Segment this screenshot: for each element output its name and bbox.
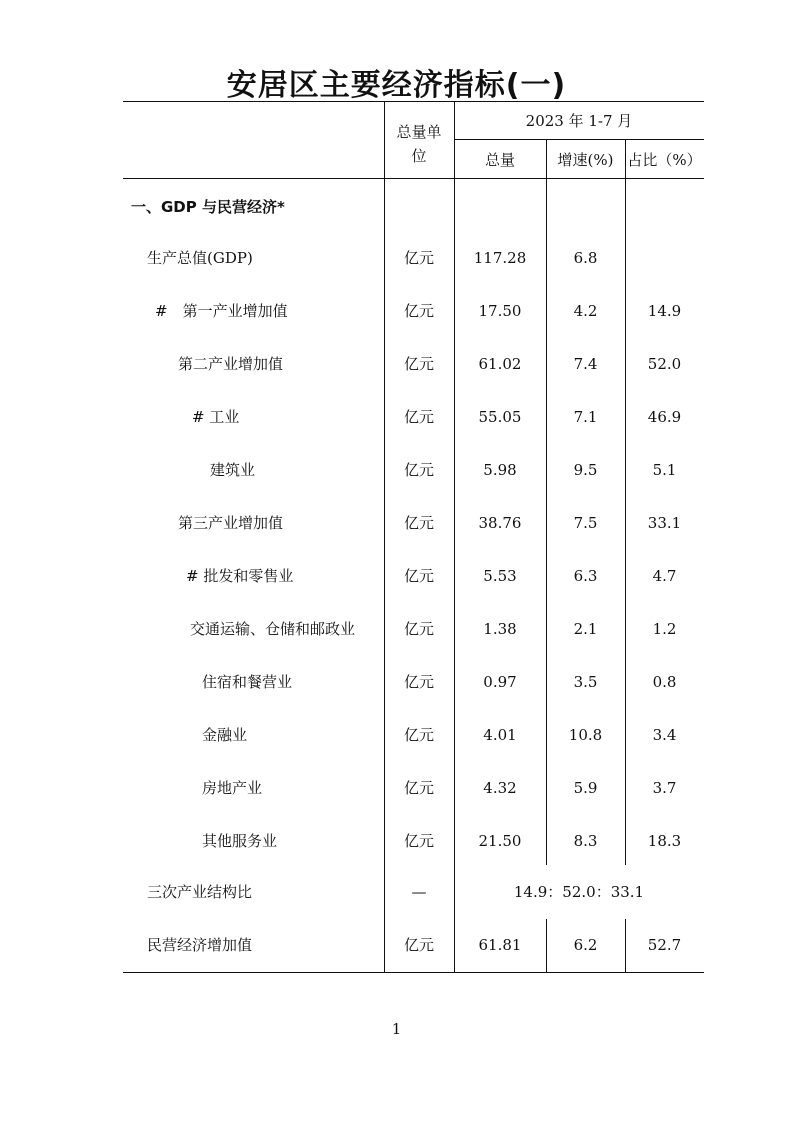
page-number: 1 — [391, 1020, 402, 1038]
row-share: 46.9 — [647, 408, 682, 426]
row-label: # 工业 — [192, 408, 240, 426]
row-growth: 8.3 — [573, 832, 598, 850]
row-growth: 2.1 — [573, 620, 598, 638]
unit-column-header — [384, 120, 454, 168]
row-label: 第三产业增加值 — [178, 514, 284, 532]
row-unit: 亿元 — [403, 726, 434, 744]
row-total: 5.53 — [483, 567, 517, 585]
row-share: 33.1 — [647, 514, 682, 532]
row-growth: 10.8 — [568, 726, 603, 744]
structure-row-unit: — — [411, 883, 427, 901]
row-share: 3.4 — [652, 726, 677, 744]
row-share: 52.0 — [647, 355, 682, 373]
page-title: 安居区主要经济指标(一) — [226, 68, 567, 103]
table-bottom-rule — [123, 972, 704, 973]
row-total: 21.50 — [478, 832, 522, 850]
private-row-unit: 亿元 — [403, 936, 434, 954]
share-column-header: 占比（%） — [627, 151, 702, 169]
total-column-header: 总量 — [484, 151, 515, 169]
growth-column-header: 增速(%) — [557, 151, 614, 169]
structure-row-label: 三次产业结构比 — [147, 883, 253, 901]
private-row-share: 52.7 — [647, 936, 682, 954]
row-unit: 亿元 — [403, 302, 434, 320]
header-mid-rule — [454, 139, 704, 140]
row-share: 0.8 — [652, 673, 677, 691]
row-share: 4.7 — [652, 567, 677, 585]
row-total: 38.76 — [478, 514, 522, 532]
row-label: 生产总值(GDP) — [147, 249, 253, 267]
private-row-total: 61.81 — [478, 936, 522, 954]
row-growth: 7.4 — [573, 355, 598, 373]
row-total: 4.32 — [483, 779, 517, 797]
row-label: 其他服务业 — [202, 832, 278, 850]
row-growth: 5.9 — [573, 779, 598, 797]
row-label: 房地产业 — [202, 779, 263, 797]
row-share: 1.2 — [652, 620, 677, 638]
row-unit: 亿元 — [403, 408, 434, 426]
row-unit: 亿元 — [403, 620, 434, 638]
table-top-rule — [123, 101, 704, 102]
row-growth: 7.1 — [573, 408, 598, 426]
row-total: 1.38 — [483, 620, 517, 638]
section-title: 一、GDP 与民营经济* — [131, 198, 285, 216]
row-label: 第二产业增加值 — [178, 355, 284, 373]
row-label: # 批发和零售业 — [186, 567, 294, 585]
row-unit: 亿元 — [403, 514, 434, 532]
row-unit: 亿元 — [403, 461, 434, 479]
row-label: 金融业 — [202, 726, 248, 744]
unit-column-header-text: 总量单位 — [396, 123, 442, 165]
row-growth: 6.8 — [573, 249, 598, 267]
row-total: 5.98 — [483, 461, 517, 479]
row-unit: 亿元 — [403, 832, 434, 850]
row-total: 117.28 — [473, 249, 527, 267]
row-total: 55.05 — [478, 408, 522, 426]
row-share: 3.7 — [652, 779, 677, 797]
row-total: 0.97 — [483, 673, 517, 691]
private-row-growth: 6.2 — [573, 936, 598, 954]
structure-row-value: 14.9：52.0：33.1 — [513, 883, 645, 901]
row-label: 建筑业 — [210, 461, 256, 479]
row-unit: 亿元 — [403, 249, 434, 267]
row-label: 住宿和餐营业 — [202, 673, 293, 691]
col-divider-growth-share — [625, 139, 626, 865]
private-row-label: 民营经济增加值 — [147, 936, 253, 954]
period-header: 2023 年 1-7 月 — [525, 112, 633, 130]
row-unit: 亿元 — [403, 673, 434, 691]
header-bottom-rule — [123, 178, 704, 179]
row-growth: 4.2 — [573, 302, 598, 320]
row-growth: 3.5 — [573, 673, 598, 691]
row-label: # 第一产业增加值 — [155, 302, 288, 320]
row-share: 18.3 — [647, 832, 682, 850]
row-growth: 9.5 — [573, 461, 598, 479]
row-total: 4.01 — [483, 726, 517, 744]
row-label: 交通运输、仓储和邮政业 — [190, 620, 356, 638]
row-unit: 亿元 — [403, 355, 434, 373]
row-share: 14.9 — [647, 302, 682, 320]
row-share: 5.1 — [652, 461, 677, 479]
row-total: 17.50 — [478, 302, 522, 320]
row-total: 61.02 — [478, 355, 522, 373]
row-growth: 6.3 — [573, 567, 598, 585]
row-growth: 7.5 — [573, 514, 598, 532]
row-unit: 亿元 — [403, 779, 434, 797]
row-unit: 亿元 — [403, 567, 434, 585]
